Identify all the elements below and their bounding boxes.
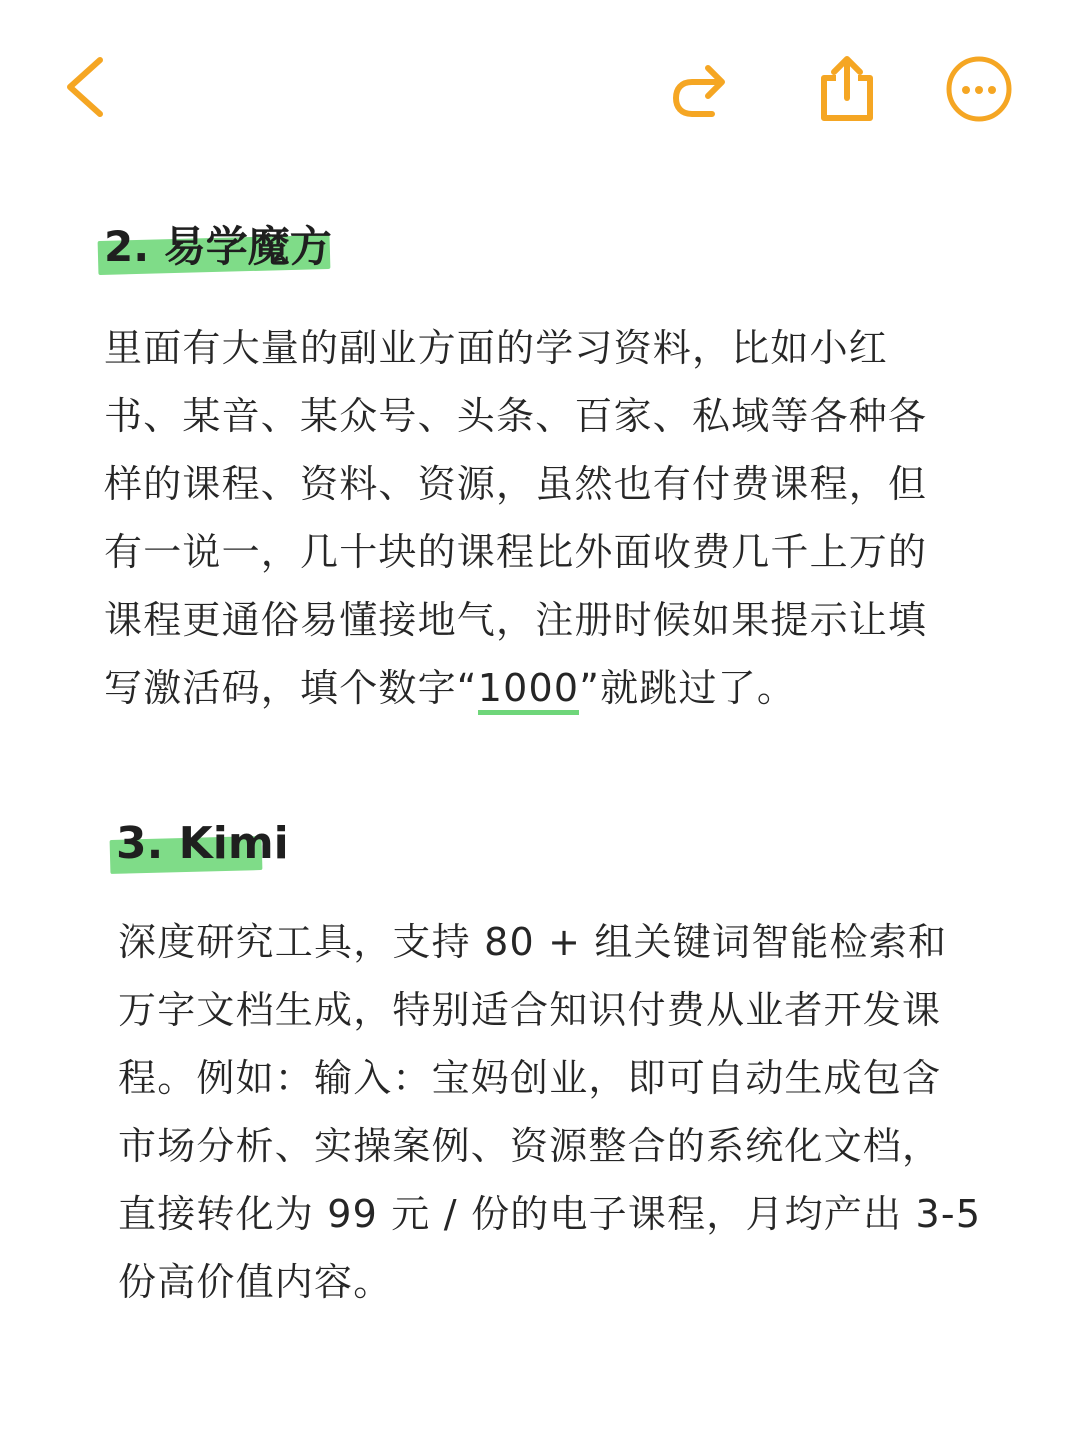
paragraph-line: 课程更通俗易懂接地气，注册时候如果提示让填 <box>104 598 928 642</box>
paragraph-line: 里面有大量的副业方面的学习资料，比如小红 <box>104 326 889 370</box>
paragraph-line: 样的课程、资料、资源，虽然也有付费课程，但 <box>104 462 928 506</box>
paragraph-line: 万字文档生成，特别适合知识付费从业者开发课 <box>118 988 942 1032</box>
line-text: ”就跳过了。 <box>579 666 797 710</box>
paragraph-line: 深度研究工具，支持 80 + 组关键词智能检索和 <box>118 920 948 964</box>
share-upload-icon[interactable] <box>814 52 880 124</box>
paragraph-line <box>104 654 964 722</box>
activation-code: 1000 <box>478 666 580 715</box>
section-paragraph <box>104 314 964 722</box>
paragraph-line: 直接转化为 99 元 / 份的电子课程，月均产出 3-5 <box>118 1192 982 1236</box>
paragraph-line: 份高价值内容。 <box>118 1260 393 1304</box>
more-dots-icon[interactable] <box>944 54 1014 124</box>
paragraph-line: 程。例如：输入：宝妈创业，即可自动生成包含 <box>118 1056 942 1100</box>
section-heading: 3. Kimi <box>116 818 289 869</box>
section-heading: 2. 易学魔方 <box>104 222 332 271</box>
paragraph-line: 书、某音、某众号、头条、百家、私域等各种各 <box>104 394 928 438</box>
top-toolbar <box>0 0 1080 170</box>
redo-arrow-icon[interactable] <box>668 56 734 122</box>
paragraph-line: 市场分析、实操案例、资源整合的系统化文档， <box>118 1124 942 1168</box>
line-text: 写激活码，填个数字“ <box>104 666 478 710</box>
paragraph-line: 有一说一，几十块的课程比外面收费几千上万的 <box>104 530 928 574</box>
chevron-left-icon[interactable] <box>60 52 110 122</box>
section-paragraph <box>118 908 982 1316</box>
